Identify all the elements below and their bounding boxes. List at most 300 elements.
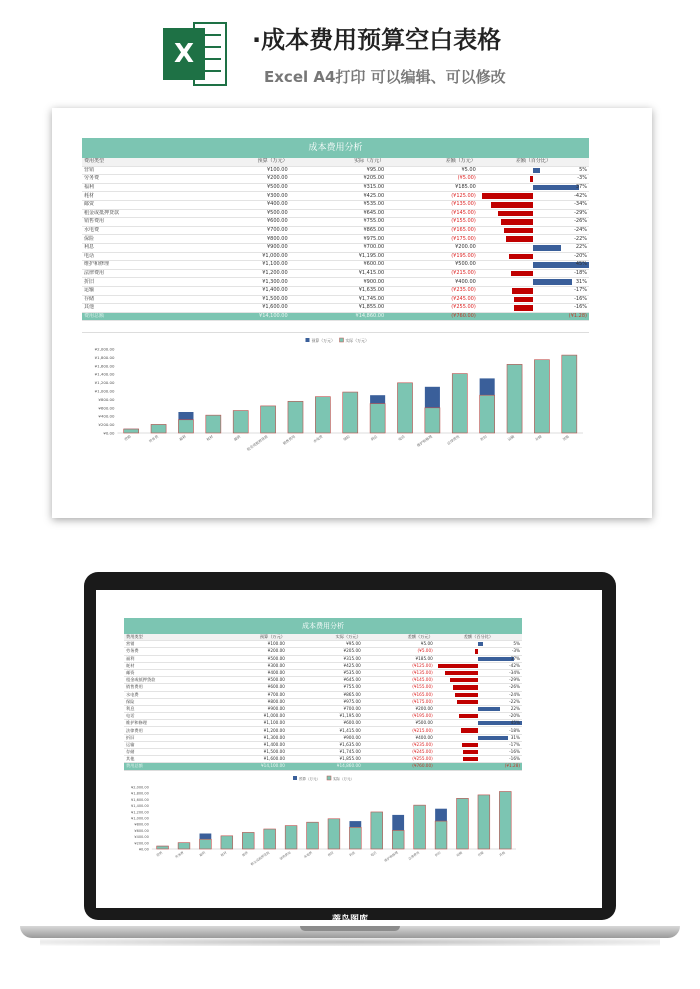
difference-cell: (¥215.00) [363,727,435,734]
percent-value: -18% [574,270,587,277]
legend-swatch-budget [293,776,297,780]
table-row [82,235,589,244]
budget-cell: ¥1,500.00 [208,295,290,304]
percent-databar [533,168,539,174]
difference-cell: (¥235.00) [363,741,435,748]
table-row [124,648,522,655]
actual-cell: ¥900.00 [287,734,363,741]
bar-actual [242,832,254,849]
difference-cell: ¥200.00 [363,705,435,712]
percent-value: -29% [574,209,587,216]
percent-cell [478,261,589,270]
budget-cell: ¥1,600.00 [223,756,287,763]
table-row [82,200,589,209]
budget-cell: ¥1,400.00 [208,286,290,295]
table-row [82,269,589,278]
cost-type-cell: 折旧 [82,278,208,287]
y-tick-label: ¥200.00 [134,841,149,846]
percent-databar [463,757,479,761]
percent-value: -34% [574,201,587,208]
difference-cell: ¥200.00 [386,243,478,252]
actual-cell: ¥755.00 [290,218,387,227]
difference-cell: (¥5.00) [363,648,435,655]
percent-databar [478,707,499,711]
budget-cell: ¥400.00 [208,200,290,209]
percent-databar [514,305,534,311]
total-difference: (¥760.00) [363,763,435,770]
cost-table [82,158,589,321]
x-tick-label: 劳务费 [148,434,160,444]
table-row [124,741,522,748]
actual-cell: ¥645.00 [287,677,363,684]
table-row [124,734,522,741]
cost-type-cell: 利息 [124,705,223,712]
legend-budget: 预算（万元） [299,777,320,781]
cost-type-cell: 其他 [124,756,223,763]
x-tick-label: 保险 [342,434,351,442]
page-title: ·成本费用预算空白表格 [252,26,502,54]
actual-cell: ¥865.00 [287,691,363,698]
cost-type-cell: 运输 [82,286,208,295]
bar-actual [534,360,549,433]
difference-cell: (¥235.00) [386,286,478,295]
total-budget: ¥14,100.00 [223,763,287,770]
legend-swatch-actual [340,338,344,342]
percent-databar [462,743,478,747]
budget-cell: ¥100.00 [208,166,290,175]
laptop-screen [96,590,602,908]
total-percent: (¥1.28) [478,312,589,321]
percent-cell [435,698,522,705]
bar-actual [507,364,522,433]
column-header: 差额（百分比） [435,634,522,641]
actual-cell: ¥755.00 [287,684,363,691]
actual-cell: ¥1,635.00 [287,741,363,748]
percent-databar [533,185,579,191]
difference-cell: (¥135.00) [386,200,478,209]
legend-actual: 实际（万元） [345,338,369,343]
bar-actual [264,829,276,849]
percent-cell [478,209,589,218]
difference-cell: (¥175.00) [363,698,435,705]
total-percent: (¥1.28) [435,763,522,770]
legend-actual: 实际（万元） [333,777,354,781]
legend-swatch-budget [306,338,310,342]
percent-cell [478,286,589,295]
percent-databar [491,202,533,208]
column-header: 费用类型 [82,158,208,166]
bar-actual [157,846,169,849]
cost-type-cell: 邮资 [82,200,208,209]
table-row [124,749,522,756]
actual-cell: ¥205.00 [290,175,387,184]
percent-cell [435,720,522,727]
budget-cell: ¥700.00 [223,691,287,698]
sheet-title: 成本费用分析 [124,618,522,634]
table-row [124,727,522,734]
percent-value: 37% [575,184,587,191]
bar-actual [562,355,577,433]
percent-databar [511,271,533,277]
percent-databar [533,245,560,251]
actual-cell: ¥535.00 [290,200,387,209]
cost-type-cell: 电话 [124,713,223,720]
column-header: 实际（万元） [290,158,387,166]
bar-actual [315,397,330,433]
percent-databar [459,714,478,718]
table-row [124,698,522,705]
difference-cell: (¥125.00) [363,662,435,669]
y-tick-label: ¥2,000.00 [94,346,115,352]
y-tick-label: ¥1,400.00 [131,804,149,809]
difference-cell: ¥400.00 [386,278,478,287]
bar-actual [349,827,361,849]
x-tick-label: 法律费用 [407,850,421,862]
cost-type-cell: 劳务费 [82,175,208,184]
difference-cell: ¥185.00 [363,655,435,662]
cost-type-cell: 运输 [124,741,223,748]
cost-type-cell: 福利 [124,655,223,662]
percent-value: 31% [510,734,520,740]
x-tick-label: 营销 [123,434,132,442]
percent-cell [478,278,589,287]
bar-actual [370,404,385,433]
budget-cell: ¥500.00 [208,183,290,192]
x-tick-label: 营销 [155,850,164,858]
cost-type-cell: 福利 [82,183,208,192]
cost-type-cell: 水电费 [124,691,223,698]
table-row [124,720,522,727]
bar-actual [206,415,221,433]
percent-value: 45% [510,720,520,726]
column-header: 差额（万元） [386,158,478,166]
cost-type-cell: 租金或抵押贷款 [124,677,223,684]
budget-cell: ¥1,000.00 [208,252,290,261]
bar-actual [478,795,490,849]
percent-value: -26% [574,218,587,225]
percent-value: 22% [575,244,587,251]
percent-cell [478,218,589,227]
budget-cell: ¥700.00 [208,226,290,235]
cost-chart-small [124,770,522,867]
x-tick-label: 维护和修理 [416,434,433,448]
y-tick-label: ¥2,000.00 [131,785,149,790]
x-tick-label: 耗材 [205,434,214,442]
percent-value: -16% [509,756,520,762]
percent-cell [435,756,522,763]
table-row [124,669,522,676]
actual-cell: ¥95.00 [287,641,363,648]
cost-type-cell: 营销 [124,641,223,648]
y-tick-label: ¥1,400.00 [94,371,115,377]
page-subtitle: Excel A4打印 可以编辑、可以修改 [264,68,506,86]
percent-cell [435,691,522,698]
percent-value: 5% [513,641,520,647]
percent-cell [435,641,522,648]
actual-cell: ¥205.00 [287,648,363,655]
column-header: 差额（百分比） [478,158,589,166]
bar-actual [414,805,426,849]
difference-cell: ¥5.00 [363,641,435,648]
x-tick-label: 电话 [397,434,406,442]
excel-logo-icon [163,22,227,86]
budget-cell: ¥500.00 [223,677,287,684]
percent-cell [478,269,589,278]
y-tick-label: ¥800.00 [98,396,115,402]
bar-actual [425,408,440,433]
bar-actual [328,819,340,849]
total-actual: ¥14,860.00 [287,763,363,770]
x-tick-label: 维护和修理 [383,850,399,863]
total-budget: ¥14,100.00 [208,312,290,321]
brand-watermark: 蒂鸟图库 [331,915,368,925]
percent-databar [482,193,534,199]
difference-cell: (¥145.00) [363,677,435,684]
cost-type-cell: 法律费用 [124,727,223,734]
percent-value: -17% [509,741,520,747]
percent-value: 31% [575,278,587,285]
budget-cell: ¥500.00 [223,655,287,662]
actual-cell: ¥95.00 [290,166,387,175]
bar-actual [307,822,319,849]
excel-x-tile: X [163,28,205,80]
table-row [124,705,522,712]
y-tick-label: ¥1,600.00 [131,797,149,802]
cost-type-cell: 折旧 [124,734,223,741]
cost-type-cell: 租金或抵押贷款 [82,209,208,218]
budget-cell: ¥1,200.00 [208,269,290,278]
table-row [82,295,589,304]
x-tick-label: 耗材 [219,850,228,858]
percent-cell [478,166,589,175]
difference-cell: (¥155.00) [386,218,478,227]
percent-databar [530,176,534,182]
x-tick-label: 利息 [370,434,379,442]
table-row [82,278,589,287]
percent-cell [478,235,589,244]
x-tick-label: 其他 [498,850,506,858]
actual-cell: ¥645.00 [290,209,387,218]
x-tick-label: 电话 [369,850,378,858]
percent-cell [435,655,522,662]
cost-type-cell: 水电费 [82,226,208,235]
x-tick-label: 存储 [476,850,485,858]
y-tick-label: ¥400.00 [98,413,115,419]
percent-value: -34% [509,670,520,676]
x-tick-label: 租金或抵押贷款 [249,850,271,867]
budget-cell: ¥600.00 [223,684,287,691]
table-header-row [124,634,522,641]
table-row [124,691,522,698]
x-tick-label: 福利 [198,850,206,858]
y-tick-label: ¥0.00 [138,847,149,852]
percent-value: -24% [509,691,520,697]
x-tick-label: 保险 [327,850,335,858]
y-tick-label: ¥200.00 [98,422,115,428]
y-tick-label: ¥1,000.00 [94,388,115,394]
percent-value: -29% [509,677,520,683]
difference-cell: ¥500.00 [386,261,478,270]
actual-cell: ¥700.00 [287,705,363,712]
actual-cell: ¥700.00 [290,243,387,252]
cost-type-cell: 销售费用 [124,684,223,691]
difference-cell: ¥400.00 [363,734,435,741]
percent-databar [445,671,478,675]
x-tick-label: 运输 [507,434,516,442]
difference-cell: (¥255.00) [386,304,478,313]
percent-databar [498,211,534,217]
x-tick-label: 邮资 [241,850,249,858]
percent-value: -42% [509,662,520,668]
cost-type-cell: 存储 [124,749,223,756]
cost-type-cell: 营销 [82,166,208,175]
actual-cell: ¥425.00 [290,192,387,201]
column-header: 费用类型 [124,634,223,641]
percent-value: -20% [574,252,587,259]
percent-value: -16% [509,749,520,755]
x-tick-label: 利息 [348,850,356,858]
bar-actual [233,411,248,433]
percent-databar [533,279,571,285]
laptop-notch [300,926,400,931]
y-tick-label: ¥1,200.00 [131,810,149,815]
bar-chart-svg [82,333,589,451]
cost-type-cell: 其他 [82,304,208,313]
percent-value: -16% [574,295,587,302]
budget-cell: ¥1,200.00 [223,727,287,734]
cost-type-cell: 耗材 [124,662,223,669]
y-tick-label: ¥800.00 [134,822,149,827]
budget-cell: ¥1,300.00 [223,734,287,741]
percent-cell [435,741,522,748]
bar-actual [371,812,383,849]
bar-actual [397,383,412,433]
sheet-title: 成本费用分析 [82,138,589,158]
actual-cell: ¥975.00 [287,698,363,705]
y-tick-label: ¥1,600.00 [94,363,115,369]
percent-cell [478,295,589,304]
percent-value: 37% [510,655,520,661]
table-row [82,175,589,184]
budget-cell: ¥800.00 [208,235,290,244]
actual-cell: ¥1,635.00 [290,286,387,295]
cost-type-cell: 保险 [124,698,223,705]
percent-databar [514,297,534,303]
actual-cell: ¥1,855.00 [290,304,387,313]
x-tick-label: 水电费 [303,850,314,860]
budget-cell: ¥1,100.00 [223,720,287,727]
cost-type-cell: 耗材 [82,192,208,201]
percent-databar [509,254,534,260]
percent-value: -42% [574,192,587,199]
bar-actual [499,791,511,849]
budget-cell: ¥100.00 [223,641,287,648]
total-row [82,312,589,321]
percent-value: -22% [509,698,520,704]
bar-actual [435,821,447,849]
budget-cell: ¥1,000.00 [223,713,287,720]
bar-actual [124,429,139,433]
percent-databar [453,685,478,689]
percent-cell [478,304,589,313]
percent-databar [478,736,508,740]
x-tick-label: 销售费用 [282,434,297,446]
bar-actual [285,826,297,849]
bar-actual [200,839,212,849]
difference-cell: (¥5.00) [386,175,478,184]
budget-cell: ¥900.00 [223,705,287,712]
cost-table [124,634,522,771]
total-row [124,763,522,770]
actual-cell: ¥315.00 [290,183,387,192]
cost-chart-large [82,332,589,451]
cost-type-cell: 邮资 [124,669,223,676]
laptop-shadow [40,938,660,946]
cost-type-cell: 劳务费 [124,648,223,655]
percent-cell [478,192,589,201]
actual-cell: ¥1,745.00 [287,749,363,756]
percent-value: -3% [577,175,587,182]
percent-databar [506,236,533,242]
percent-cell [435,749,522,756]
percent-cell [435,713,522,720]
percent-cell [435,648,522,655]
y-tick-label: ¥0.00 [103,430,115,436]
difference-cell: (¥245.00) [386,295,478,304]
percent-cell [478,252,589,261]
table-row [124,684,522,691]
percent-value: -26% [509,684,520,690]
table-row [82,261,589,270]
actual-cell: ¥975.00 [290,235,387,244]
percent-cell [435,705,522,712]
percent-cell [435,684,522,691]
bar-actual [452,374,467,433]
y-tick-label: ¥1,800.00 [131,791,149,796]
table-row [124,662,522,669]
bar-actual [343,392,358,433]
difference-cell: (¥195.00) [363,713,435,720]
legend-swatch-actual [327,776,331,780]
percent-cell [478,200,589,209]
budget-cell: ¥600.00 [208,218,290,227]
total-actual: ¥14,860.00 [290,312,387,321]
percent-cell [435,677,522,684]
bar-actual [480,395,495,433]
total-label: 费用总额 [124,763,223,770]
percent-databar [504,228,534,234]
percent-databar [457,700,478,704]
spreadsheet-preview-small [124,618,522,771]
percent-cell [435,727,522,734]
table-row [124,677,522,684]
total-label: 费用总额 [82,312,208,321]
percent-databar [478,657,514,661]
percent-databar [450,678,478,682]
x-tick-label: 水电费 [312,434,324,444]
table-row [124,641,522,648]
y-tick-label: ¥400.00 [134,835,149,840]
table-row [82,304,589,313]
table-row [124,655,522,662]
x-tick-label: 劳务费 [174,850,185,860]
x-tick-label: 邮资 [233,434,242,442]
difference-cell: (¥165.00) [386,226,478,235]
percent-databar [463,750,479,754]
cost-type-cell: 维护和修理 [124,720,223,727]
table-row [82,209,589,218]
x-tick-label: 折旧 [434,850,442,858]
